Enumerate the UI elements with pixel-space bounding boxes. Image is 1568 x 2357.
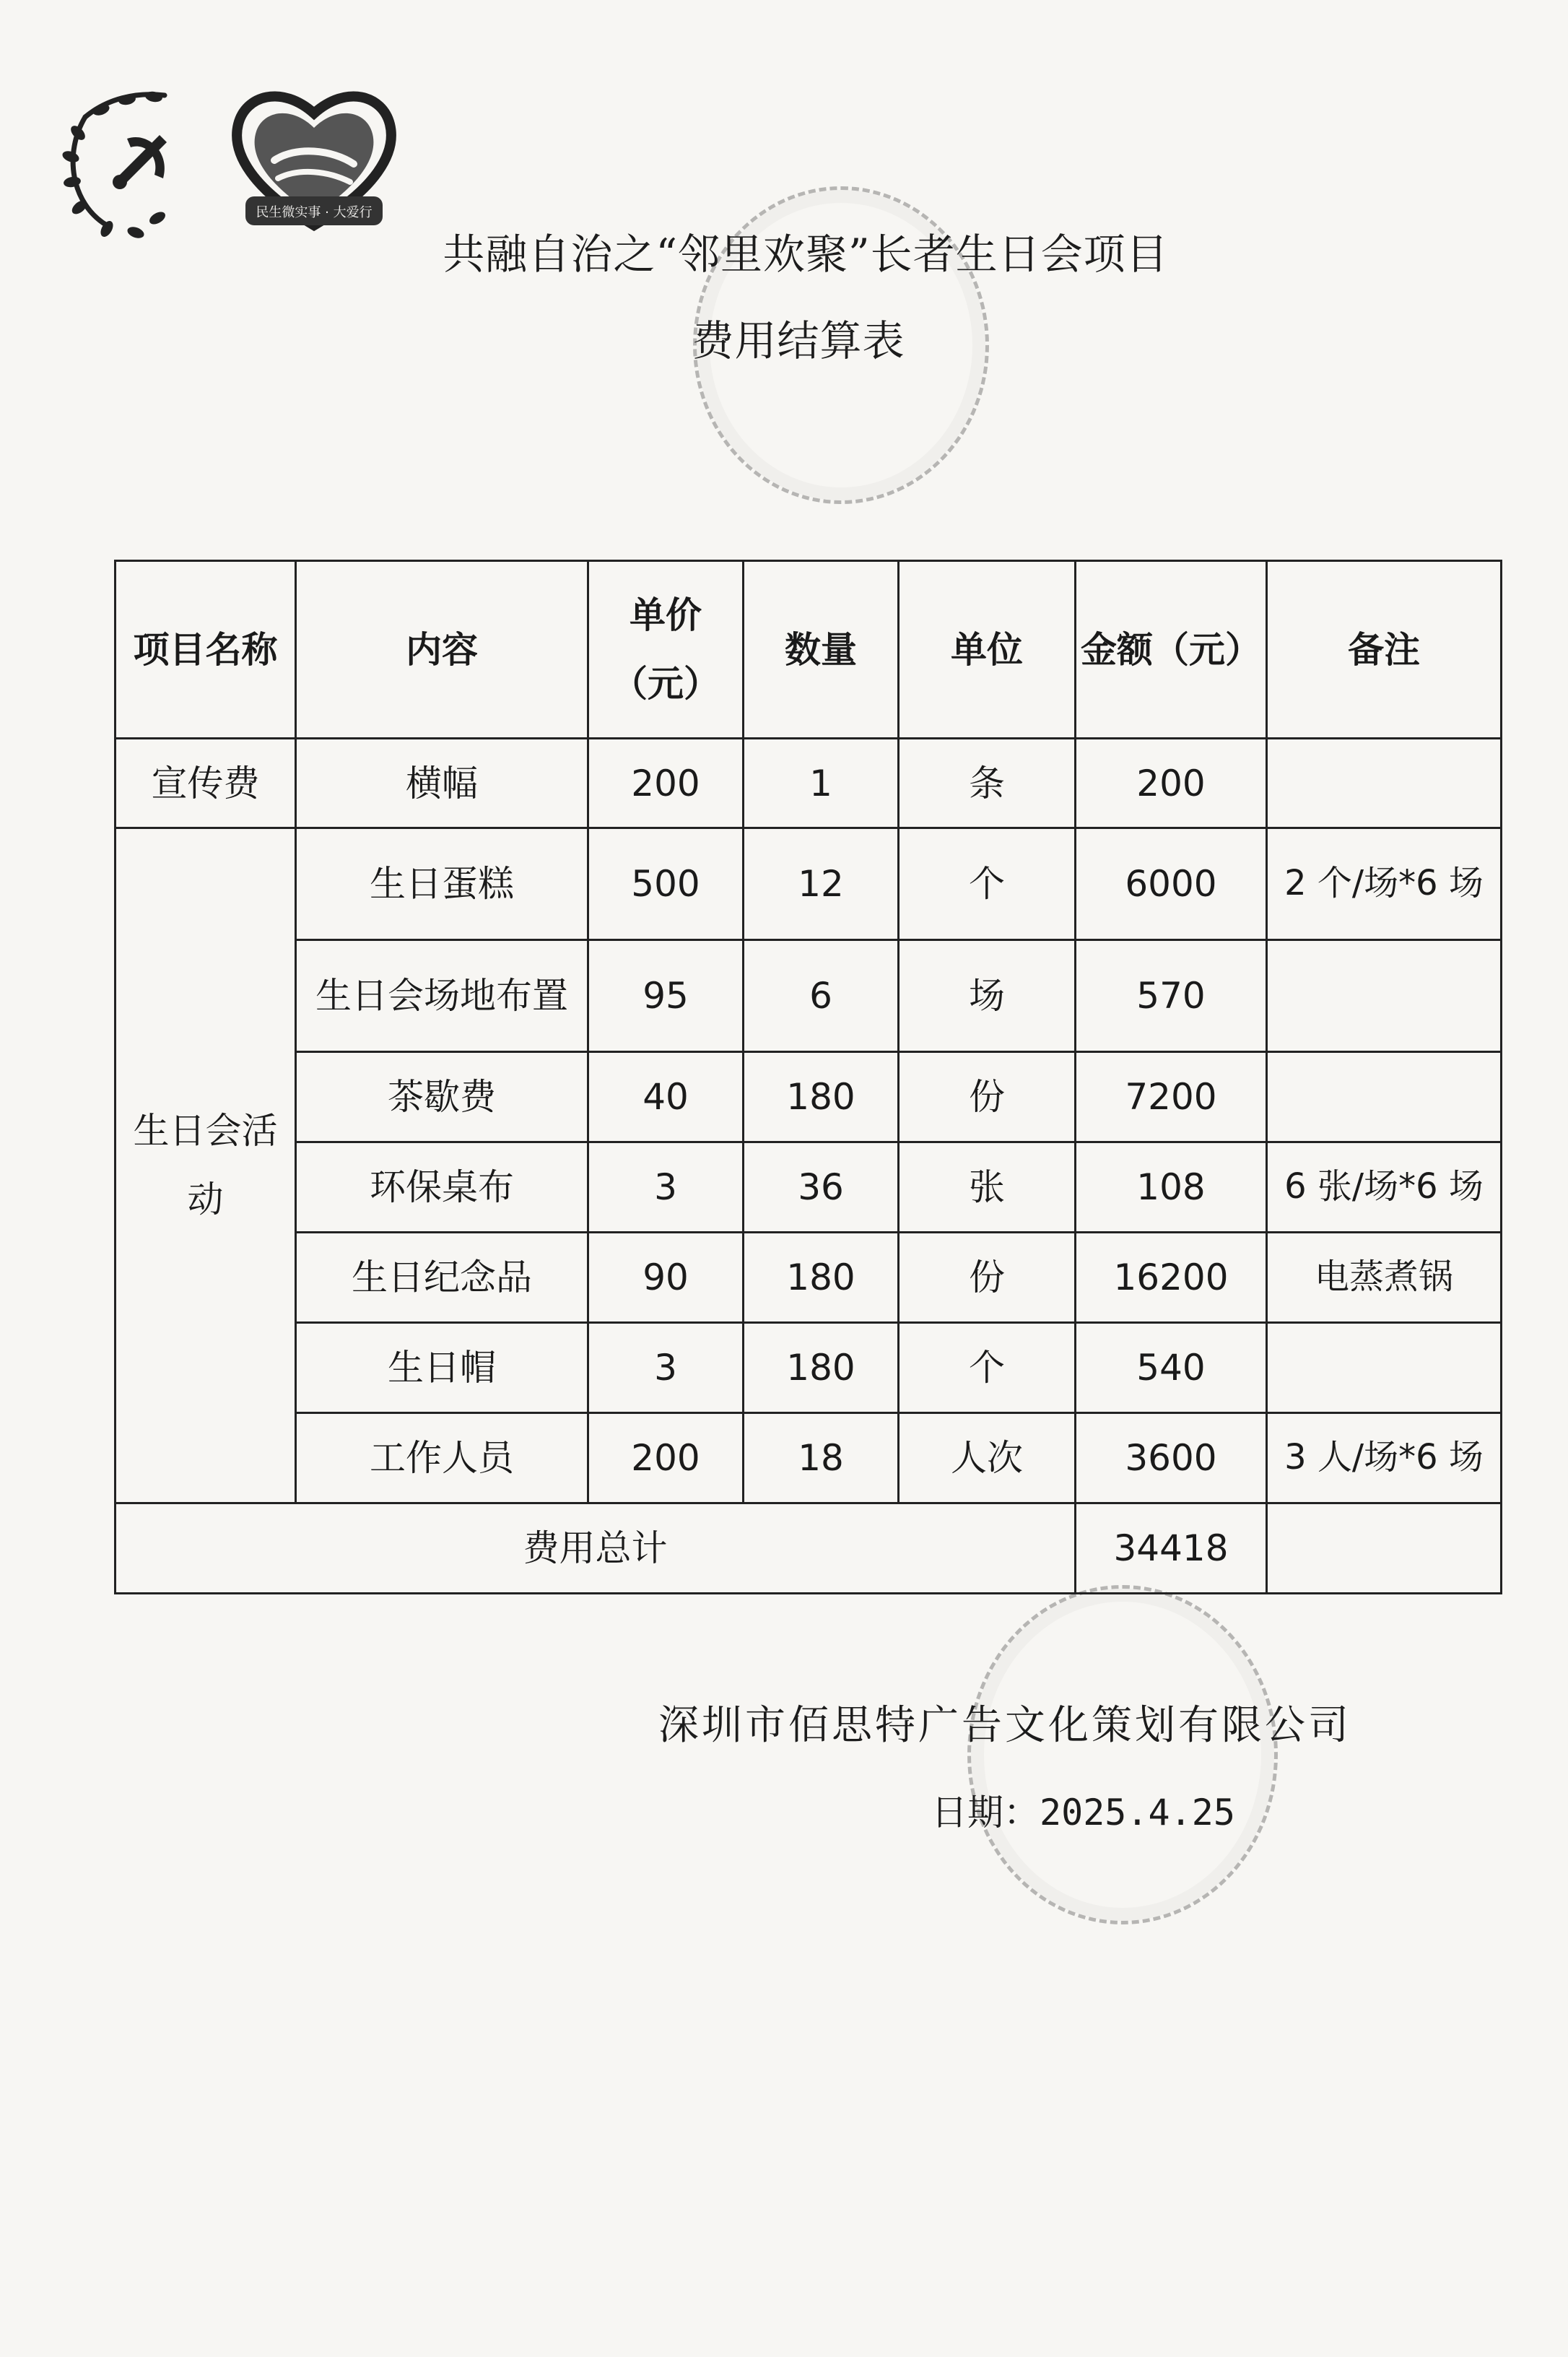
total-row (116, 1503, 1502, 1594)
amount-cell: 200 (1076, 739, 1267, 828)
table-row (116, 940, 1502, 1052)
qty-cell: 1 (744, 739, 899, 828)
fee-settlement-table (114, 560, 1502, 1594)
unit-cell: 人次 (899, 1413, 1076, 1503)
company-name: 深圳市佰思特广告文化策划有限公司 (658, 1702, 1351, 1749)
remark-cell: 6 张/场*6 场 (1267, 1142, 1502, 1233)
amount-cell: 16200 (1076, 1233, 1267, 1323)
unit-cell: 个 (899, 1323, 1076, 1413)
category-birthday-line1: 生日会活 (133, 1110, 278, 1152)
category-cell-birthday (116, 828, 296, 1503)
table-row (116, 739, 1502, 828)
item-cell: 生日蛋糕 (296, 828, 588, 940)
price-cell: 200 (588, 1413, 744, 1503)
item-cell: 工作人员 (296, 1413, 588, 1503)
amount-cell: 6000 (1076, 828, 1267, 940)
price-cell: 200 (588, 739, 744, 828)
price-cell: 40 (588, 1052, 744, 1142)
unit-cell: 份 (899, 1233, 1076, 1323)
unit-cell: 场 (899, 940, 1076, 1052)
table-row (116, 1323, 1502, 1413)
header-unit-price-line2: （元） (611, 662, 720, 705)
page-subtitle: 费用结算表 (692, 316, 905, 365)
remark-cell (1267, 1052, 1502, 1142)
item-cell: 环保桌布 (296, 1142, 588, 1233)
amount-cell: 540 (1076, 1323, 1267, 1413)
date-label: 日期： (931, 1792, 1040, 1833)
header-project-name: 项目名称 (116, 561, 296, 739)
table-row (116, 828, 1502, 940)
amount-cell: 7200 (1076, 1052, 1267, 1142)
header-amount: 金额（元） (1076, 561, 1267, 739)
remark-cell: 电蒸煮锅 (1267, 1233, 1502, 1323)
unit-cell: 张 (899, 1142, 1076, 1233)
price-cell: 500 (588, 828, 744, 940)
table-row (116, 1233, 1502, 1323)
qty-cell: 36 (744, 1142, 899, 1233)
qty-cell: 180 (744, 1052, 899, 1142)
heart-hands-logo (224, 81, 404, 236)
qty-cell: 12 (744, 828, 899, 940)
remark-cell: 3 人/场*6 场 (1267, 1413, 1502, 1503)
page-title: 共融自治之“邻里欢聚”长者生日会项目 (443, 230, 1169, 279)
header-unit: 单位 (899, 561, 1076, 739)
total-remark (1267, 1503, 1502, 1594)
table-header-row (116, 561, 1502, 739)
category-cell: 宣传费 (116, 739, 296, 828)
qty-cell: 180 (744, 1233, 899, 1323)
total-label: 费用总计 (116, 1503, 1076, 1594)
price-cell: 90 (588, 1233, 744, 1323)
date-line (931, 1784, 1235, 1836)
table-row (116, 1052, 1502, 1142)
item-cell: 生日纪念品 (296, 1233, 588, 1323)
total-amount: 34418 (1076, 1503, 1267, 1594)
amount-cell: 108 (1076, 1142, 1267, 1233)
header-content: 内容 (296, 561, 588, 739)
amount-cell: 3600 (1076, 1413, 1267, 1503)
header-quantity: 数量 (744, 561, 899, 739)
header-unit-price (588, 561, 744, 739)
unit-cell: 个 (899, 828, 1076, 940)
qty-cell: 18 (744, 1413, 899, 1503)
category-birthday-line2: 动 (187, 1178, 224, 1220)
remark-cell: 2 个/场*6 场 (1267, 828, 1502, 940)
remark-cell (1267, 940, 1502, 1052)
qty-cell: 6 (744, 940, 899, 1052)
date-value: 2025.4.25 (1040, 1792, 1235, 1833)
unit-cell: 份 (899, 1052, 1076, 1142)
item-cell: 生日帽 (296, 1323, 588, 1413)
amount-cell: 570 (1076, 940, 1267, 1052)
price-cell: 3 (588, 1142, 744, 1233)
unit-cell: 条 (899, 739, 1076, 828)
remark-cell (1267, 1323, 1502, 1413)
price-cell: 95 (588, 940, 744, 1052)
remark-cell (1267, 739, 1502, 828)
header-remark: 备注 (1267, 561, 1502, 739)
official-seal-bottom (967, 1585, 1278, 1924)
qty-cell: 180 (744, 1323, 899, 1413)
item-cell: 横幅 (296, 739, 588, 828)
item-cell: 茶歇费 (296, 1052, 588, 1142)
table-row (116, 1142, 1502, 1233)
price-cell: 3 (588, 1323, 744, 1413)
table-row (116, 1413, 1502, 1503)
item-cell: 生日会场地布置 (296, 940, 588, 1052)
header-unit-price-line1: 单价 (630, 594, 702, 636)
heart-logo-caption: 民生微实事 · 大爱行 (256, 205, 373, 220)
